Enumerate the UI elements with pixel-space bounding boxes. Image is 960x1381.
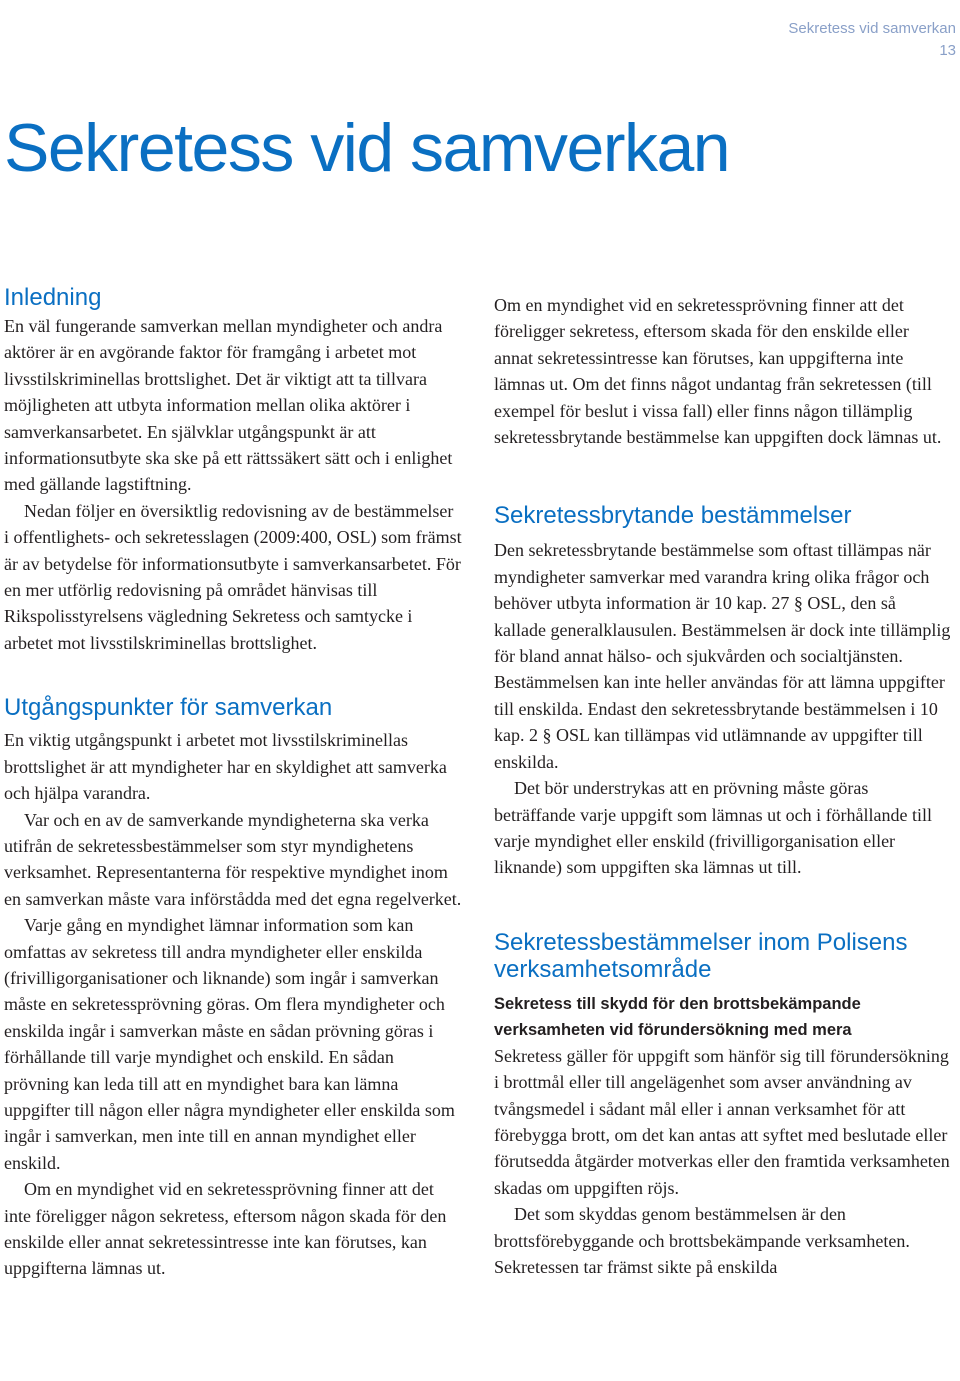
running-head	[788, 18, 956, 62]
section-heading-inledning: Inledning	[4, 284, 102, 311]
paragraph: En viktig utgångspunkt i arbetet mot livsstilskriminellas brottslighet är att myndigheter har en skyldighet att samverka och hjälpa varandra.	[4, 730, 447, 804]
paragraph: Var och en av de samverkande myndigheterna ska verka utifrån de sekretessbestämmelser som styr myndighetens verksamhet. Representanterna för respektive myndighet inom en samverkan måste vara införstådda med det egna regelverket.	[4, 809, 462, 909]
subsection-heading: Sekretess till skydd för den brottsbekämpande verksamheten vid förundersökning med mera	[494, 994, 861, 1039]
page-number: 13	[939, 42, 956, 59]
paragraph: Sekretess gäller för uppgift som hänför sig till förundersökning i brottmål eller till angelägenhet som avser användning av tvångsmedel i sådant mål eller i annan verksamhet för att förebygga brott, om det kan antas att syftet med beslutade eller förutsedda åtgärder motverkas eller den framtida verksamheten skadas om uppgiften röjs.	[494, 1045, 950, 1198]
running-title: Sekretess vid samverkan	[788, 20, 956, 37]
section-heading-polisens-verksamhetsomrade: Sekretessbestämmelser inom Polisens verksamhetsområde	[494, 928, 908, 983]
paragraph: Om en myndighet vid en sekretessprövning finner att det inte föreligger någon sekretess, eftersom någon skada för den enskilde eller annat sekretessintresse inte kan förutses, kan uppgifterna lämnas ut.	[4, 1179, 447, 1279]
section-heading-sekretessbrytande: Sekretessbrytande bestämmelser	[494, 502, 852, 530]
right-column	[494, 292, 952, 1280]
paragraph: Det som skyddas genom bestämmelsen är den brottsförebyggande och brottsbekämpande verksamheten. Sekretessen tar främst sikte på enskilda	[494, 1204, 910, 1277]
paragraph: Nedan följer en översiktlig redovisning av de bestämmelser i offentlighets- och sekretesslagen (2009:400, OSL) som främst är av betydelse för informationsutbyte i samverkansarbetet. För en mer utförlig redovisning på området hänvisas till Rikspolisstyrelsens vägledning Sekretess och samtycke i arbetet mot livsstilskriminellas brottslighet.	[4, 500, 462, 653]
paragraph: Om en myndighet vid en sekretessprövning finner att det föreligger sekretess, eftersom skada för den enskilde eller annat sekretessintresse kan förutses, kan uppgifterna inte lämnas ut. Om det finns något undantag från sekretessen (till exempel för beslut i vissa fall) eller finns någon tillämplig sekretessbrytande bestämmelse kan uppgiften dock lämnas ut.	[494, 295, 942, 448]
paragraph: Den sekretessbrytande bestämmelse som oftast tillämpas när myndigheter samverkar med varandra kring olika frågor och behöver utbyta information är 10 kap. 27 § OSL, den så kallade generalklausulen. Bestämmelsen är dock inte tillämplig för bland annat hälso- och sjukvården och socialtjänsten. Bestämmelsen kan inte heller användas för att lämna uppgifter till enskilda. Endast den sekretessbrytande bestämmelsen i 10 kap. 2 § OSL kan tillämpas vid utlämnande av uppgifter till enskilda.	[494, 540, 951, 772]
left-column	[4, 284, 462, 1282]
paragraph: Varje gång en myndighet lämnar information som kan omfattas av sekretess till andra myndigheter eller enskilda (frivilligorganisationer och liknande) som ingår i samverkan måste en sekretessprövning göras. Om flera myndigheter och enskilda ingår i samverkan måste en sådan prövning göras i förhållande till varje myndighet och enskild. En sådan prövning kan leda till att en myndighet bara kan lämna uppgifter till någon eller några myndigheter eller enskilda som ingår i samverkan, men inte till en annan myndighet eller enskild.	[4, 915, 455, 1173]
page-title: Sekretess vid samverkan	[4, 110, 730, 186]
paragraph: En väl fungerande samverkan mellan myndigheter och andra aktörer är en avgörande faktor för framgång i arbetet mot livsstilskriminellas brottslighet. Det är viktigt att ta tillvara möjligheten att utbyta information mellan olika aktörer i samverkansarbetet. En självklar utgångspunkt är att informationsutbyte ska ske på ett rättssäkert sätt och i enlighet med gällande lagstiftning.	[4, 316, 453, 495]
paragraph: Det bör understrykas att en prövning måste göras beträffande varje uppgift som lämnas ut och i förhållande till varje myndighet eller enskild (frivilligorganisation eller liknande) som uppgiften ska lämnas ut till.	[494, 778, 933, 878]
section-heading-utgangspunkter: Utgångspunkter för samverkan	[4, 694, 333, 722]
